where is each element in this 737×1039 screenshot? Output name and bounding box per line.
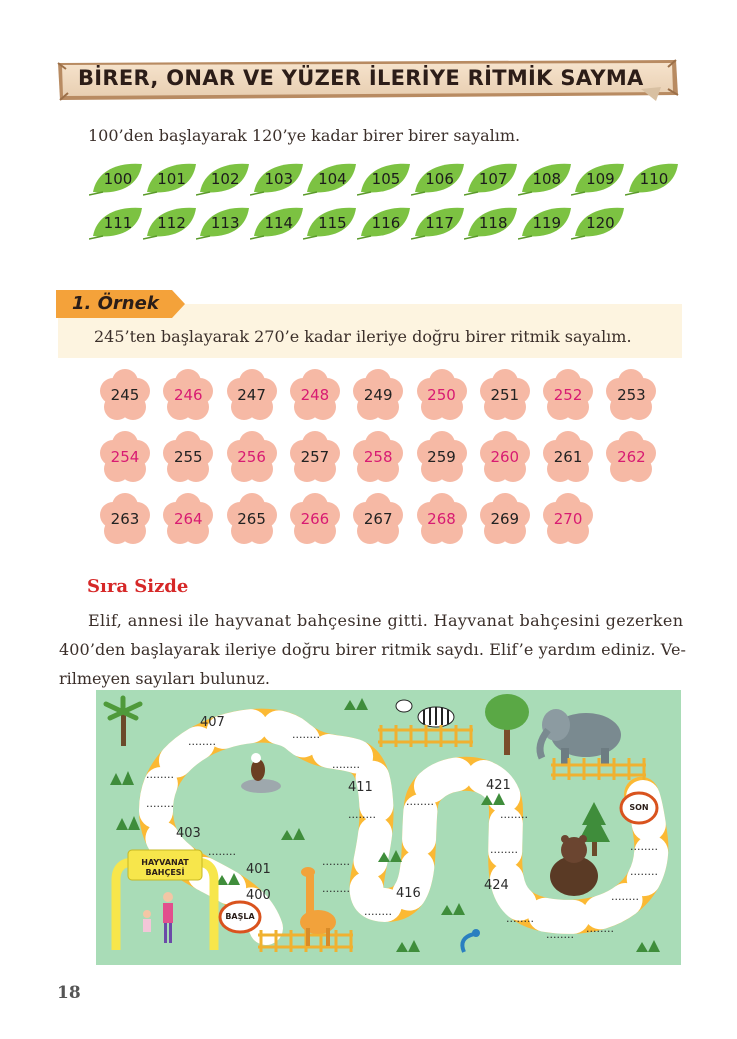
blank-cell[interactable]: ........ — [146, 797, 174, 810]
flower-number-label: 267 — [363, 510, 393, 528]
start-label: BAŞLA — [225, 912, 255, 921]
flower-number-label: 262 — [617, 448, 646, 466]
flower-number — [287, 369, 343, 423]
leaf-number — [518, 162, 572, 196]
leaf-number — [303, 206, 357, 240]
flower-number-label: 257 — [300, 448, 330, 466]
leaf-number-label: 117 — [425, 214, 454, 232]
leaf-number-label: 119 — [532, 214, 562, 232]
flower-number — [477, 493, 533, 547]
flower-number — [603, 369, 659, 423]
leaf-number-label: 104 — [318, 170, 347, 188]
leaf-number — [518, 206, 572, 240]
blank-cell[interactable]: ........ — [506, 912, 534, 925]
flower-number — [540, 369, 596, 423]
number-cell: 421 — [486, 778, 511, 793]
leaf-number-label: 120 — [586, 214, 615, 232]
flower-number — [477, 431, 533, 485]
blank-cell[interactable]: ........ — [348, 808, 376, 821]
leaf-number — [411, 162, 465, 196]
leaf-number-label: 118 — [478, 214, 508, 232]
section-title: Sıra Sizde — [87, 576, 189, 597]
flower-number-label: 245 — [110, 386, 140, 404]
blank-cell[interactable]: ........ — [630, 865, 658, 878]
leaf-number-label: 108 — [532, 170, 562, 188]
blank-cell[interactable]: ........ — [406, 795, 434, 808]
flower-number — [414, 493, 470, 547]
example-label: 1. Örnek — [72, 293, 159, 314]
leaf-number — [357, 162, 411, 196]
flower-number-label: 264 — [173, 510, 203, 528]
leaf-number-label: 112 — [157, 214, 186, 232]
flower-number — [350, 431, 406, 485]
blank-cell[interactable]: ........ — [146, 768, 174, 781]
leaf-number — [89, 206, 143, 240]
flower-number — [287, 431, 343, 485]
leaf-number — [143, 162, 197, 196]
zoo-board-game — [96, 690, 681, 965]
flower-number — [477, 369, 533, 423]
leaf-number — [464, 162, 518, 196]
blank-cell[interactable]: ........ — [490, 843, 518, 856]
gate-sign-line-2: BAHÇESİ — [145, 868, 185, 877]
leaf-number-label: 114 — [264, 214, 294, 232]
flower-number-label: 248 — [300, 386, 330, 404]
leaf-number-label: 100 — [103, 170, 133, 188]
blank-cell[interactable]: ........ — [188, 735, 216, 748]
flower-number-label: 258 — [363, 448, 393, 466]
task-line-2: 400’den başlayarak ileriye doğru birer ritmik saydı. Elif’e yardım ediniz. Ve- — [59, 640, 687, 659]
flower-number — [97, 369, 153, 423]
leaf-number — [196, 162, 250, 196]
flower-number-label: 265 — [237, 510, 266, 528]
blank-cell[interactable]: ........ — [586, 922, 614, 935]
leaf-number-label: 111 — [103, 214, 133, 232]
blank-cell[interactable]: ........ — [364, 905, 392, 918]
intro-text: 100’den başlayarak 120’ye kadar birer birer sayalım. — [88, 126, 521, 145]
title-banner — [56, 59, 680, 101]
flower-number-label: 270 — [553, 510, 583, 528]
flower-number — [224, 369, 280, 423]
leaf-number-label: 109 — [586, 170, 615, 188]
flower-number — [540, 431, 596, 485]
gate-sign — [128, 858, 202, 878]
leaf-number-label: 102 — [210, 170, 240, 188]
blank-cell[interactable]: ........ — [322, 855, 350, 868]
leaf-number — [625, 162, 679, 196]
blank-cell[interactable]: ........ — [500, 808, 528, 821]
blank-cell[interactable]: ........ — [630, 840, 658, 853]
blank-cell[interactable]: ........ — [611, 890, 639, 903]
number-cell: 424 — [484, 878, 509, 893]
flower-number-label: 261 — [553, 448, 583, 466]
flower-number — [160, 369, 216, 423]
leaf-number — [89, 162, 143, 196]
leaf-number — [571, 162, 625, 196]
number-cell: 416 — [396, 886, 421, 901]
flower-number — [97, 431, 153, 485]
leaf-number-label: 105 — [371, 170, 401, 188]
flower-number-label: 250 — [427, 386, 456, 404]
leaf-number-label: 106 — [425, 170, 454, 188]
flower-number — [603, 431, 659, 485]
flower-number-label: 251 — [490, 386, 520, 404]
blank-cell[interactable]: ........ — [208, 845, 236, 858]
leaf-number — [196, 206, 250, 240]
leaf-number — [250, 206, 304, 240]
flower-number-label: 269 — [490, 510, 520, 528]
flower-number-label: 253 — [617, 386, 646, 404]
leaf-number-label: 110 — [639, 170, 669, 188]
flower-number-label: 259 — [427, 448, 456, 466]
flower-number — [224, 431, 280, 485]
flower-number — [160, 431, 216, 485]
leaf-number-label: 113 — [210, 214, 240, 232]
flower-number-label: 254 — [110, 448, 140, 466]
blank-cell[interactable]: ........ — [322, 882, 350, 895]
flower-number-label: 249 — [363, 386, 393, 404]
flower-number — [414, 431, 470, 485]
flower-number-label: 256 — [237, 448, 266, 466]
leaf-number-label: 103 — [264, 170, 294, 188]
flower-number — [350, 493, 406, 547]
flower-number — [414, 369, 470, 423]
example-text: 245’ten başlayarak 270’e kadar ileriye doğru birer ritmik sayalım. — [94, 327, 632, 346]
example-tab — [56, 290, 186, 318]
page-title: BİRER, ONAR VE YÜZER İLERİYE RİTMİK SAYMA — [78, 66, 644, 90]
blank-cell[interactable]: ........ — [292, 728, 320, 741]
gate-sign-line-1: HAYVANAT — [141, 858, 189, 867]
flower-number — [540, 493, 596, 547]
number-cell: 401 — [246, 862, 271, 877]
number-cell: 411 — [348, 780, 373, 795]
leaf-number — [143, 206, 197, 240]
blank-cell[interactable]: ........ — [546, 928, 574, 941]
leaf-number — [250, 162, 304, 196]
flower-number-label: 252 — [553, 386, 583, 404]
leaf-number — [571, 206, 625, 240]
number-cell: 407 — [200, 715, 225, 730]
flower-number-label: 255 — [173, 448, 203, 466]
flower-number — [350, 369, 406, 423]
end-label: SON — [629, 803, 649, 812]
blank-cell[interactable]: ........ — [332, 758, 360, 771]
leaf-number-label: 101 — [157, 170, 186, 188]
leaf-number — [357, 206, 411, 240]
leaf-number-label: 107 — [478, 170, 508, 188]
task-line-3: rilmeyen sayıları bulunuz. — [59, 669, 270, 688]
number-cell: 400 — [246, 888, 271, 903]
leaf-number — [303, 162, 357, 196]
flower-number — [287, 493, 343, 547]
leaf-number — [411, 206, 465, 240]
leaf-number — [464, 206, 518, 240]
flower-number-label: 260 — [490, 448, 520, 466]
task-line-1: Elif, annesi ile hayvanat bahçesine gitti. Hayvanat bahçesini gezerken — [88, 611, 684, 630]
flower-number — [160, 493, 216, 547]
flower-number — [97, 493, 153, 547]
flower-number-label: 246 — [173, 386, 203, 404]
number-cell: 403 — [176, 826, 201, 841]
leaf-number-label: 116 — [371, 214, 401, 232]
flower-number-label: 263 — [110, 510, 140, 528]
flower-number — [224, 493, 280, 547]
flower-number-label: 268 — [427, 510, 456, 528]
leaf-number-label: 115 — [318, 214, 347, 232]
page-number: 18 — [57, 983, 81, 1003]
flower-number-label: 247 — [237, 386, 266, 404]
flower-number-label: 266 — [300, 510, 330, 528]
